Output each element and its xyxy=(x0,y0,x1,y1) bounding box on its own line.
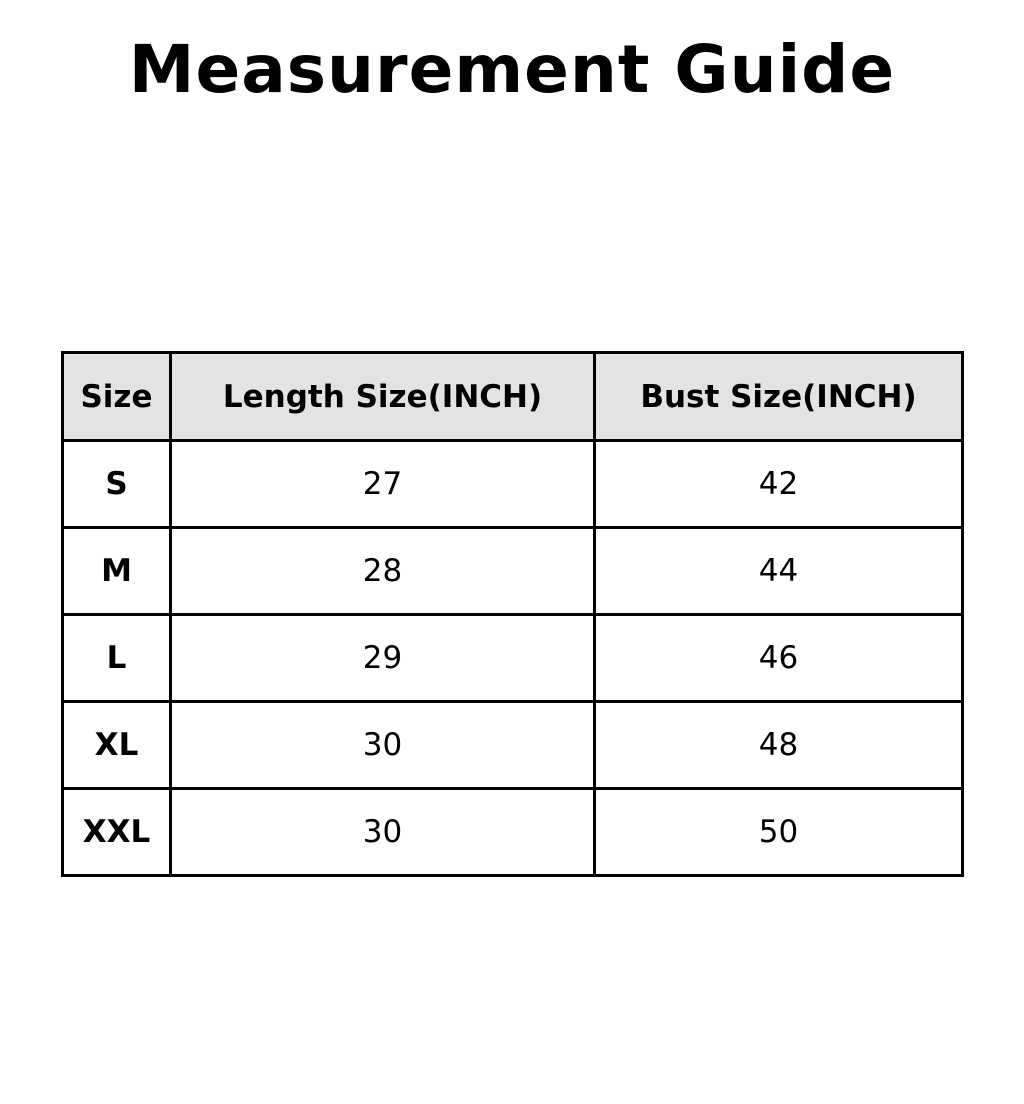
table-row xyxy=(63,789,963,876)
page-title: Measurement Guide xyxy=(128,31,896,108)
bust-cell: 48 xyxy=(595,702,963,789)
size-cell: XL xyxy=(63,702,171,789)
size-cell: S xyxy=(63,441,171,528)
size-cell: L xyxy=(63,615,171,702)
length-cell: 28 xyxy=(171,528,595,615)
length-cell: 27 xyxy=(171,441,595,528)
length-cell: 30 xyxy=(171,702,595,789)
bust-cell: 44 xyxy=(595,528,963,615)
bust-cell: 42 xyxy=(595,441,963,528)
bust-cell: 46 xyxy=(595,615,963,702)
table-row xyxy=(63,615,963,702)
table-row xyxy=(63,528,963,615)
length-cell: 30 xyxy=(171,789,595,876)
table-header-row xyxy=(63,353,963,441)
table-row xyxy=(63,702,963,789)
measurement-table xyxy=(61,351,964,877)
column-header-bust: Bust Size(INCH) xyxy=(595,353,963,441)
length-cell: 29 xyxy=(171,615,595,702)
size-cell: M xyxy=(63,528,171,615)
table-row xyxy=(63,441,963,528)
column-header-length: Length Size(INCH) xyxy=(171,353,595,441)
size-cell: XXL xyxy=(63,789,171,876)
bust-cell: 50 xyxy=(595,789,963,876)
column-header-size: Size xyxy=(63,353,171,441)
